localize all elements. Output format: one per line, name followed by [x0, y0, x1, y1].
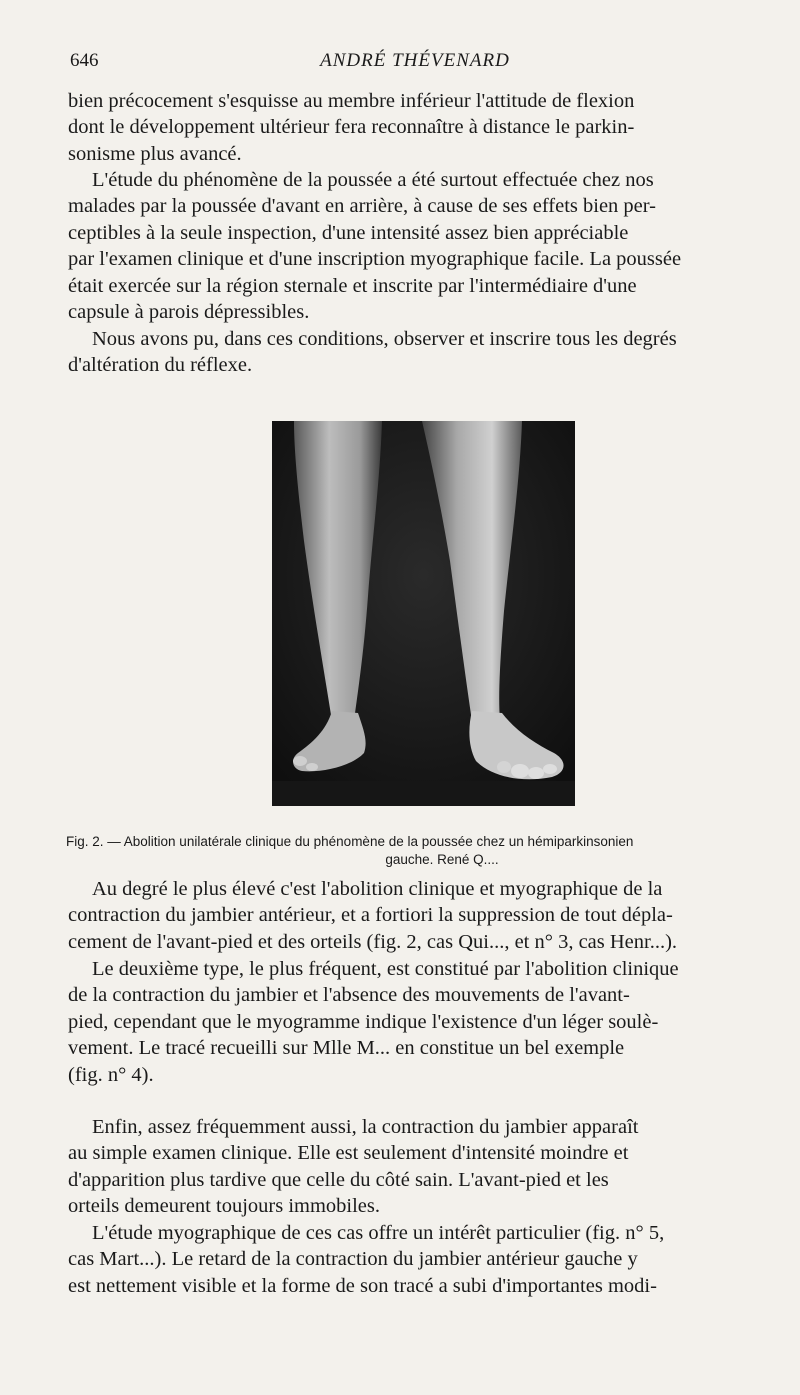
page-header	[70, 50, 760, 76]
text-line: Nous avons pu, dans ces conditions, observer et inscrire tous les degrés	[92, 328, 677, 350]
text-line: L'étude du phénomène de la poussée a été surtout effectuée chez nos	[92, 169, 654, 191]
paragraph-2	[68, 167, 778, 325]
paragraph-3	[68, 326, 778, 379]
figure-caption	[66, 833, 778, 869]
paragraph-5	[68, 956, 778, 1088]
paragraph-7	[68, 1220, 778, 1299]
running-head: ANDRÉ THÉVENARD	[320, 50, 510, 71]
text-line: capsule à parois dépressibles.	[68, 301, 310, 324]
text-line: (fig. n° 4).	[68, 1063, 154, 1086]
text-line: pied, cependant que le myogramme indique l'existence d'un léger soulè-	[68, 1010, 659, 1033]
page-number: 646	[70, 50, 99, 71]
text-line: Le deuxième type, le plus fréquent, est constitué par l'abolition clinique	[92, 958, 679, 980]
text-line: d'altération du réflexe.	[68, 354, 253, 377]
paragraph-4	[68, 876, 778, 955]
figure-photo-legs	[272, 421, 575, 806]
text-line: Au degré le plus élevé c'est l'abolition clinique et myographique de la	[92, 878, 663, 900]
text-line: bien précocement s'esquisse au membre inférieur l'attitude de flexion	[68, 90, 635, 112]
text-line: est nettement visible et la forme de son tracé a subi d'importantes modi-	[68, 1274, 657, 1297]
text-line: Enfin, assez fréquemment aussi, la contraction du jambier apparaît	[92, 1116, 639, 1138]
text-line: de la contraction du jambier et l'absence des mouvements de l'avant-	[68, 984, 630, 1007]
text-line: sonisme plus avancé.	[68, 142, 242, 165]
text-line: orteils demeurent toujours immobiles.	[68, 1195, 381, 1218]
text-line: malades par la poussée d'avant en arrière, à cause de ses effets bien per-	[68, 195, 657, 218]
text-line: vement. Le tracé recueilli sur Mlle M... en constitue un bel exemple	[68, 1037, 625, 1060]
text-line: par l'examen clinique et d'une inscription myographique facile. La poussée	[68, 248, 682, 271]
text-line: cas Mart...). Le retard de la contraction du jambier antérieur gauche y	[68, 1248, 638, 1271]
paragraph-6	[68, 1114, 778, 1220]
caption-line: Fig. 2. — Abolition unilatérale clinique du phénomène de la poussée chez un hémiparkinsonien	[66, 834, 634, 849]
text-line: au simple examen clinique. Elle est seulement d'intensité moindre et	[68, 1142, 629, 1165]
text-line: L'étude myographique de ces cas offre un intérêt particulier (fig. n° 5,	[92, 1222, 665, 1244]
text-line: dont le développement ultérieur fera reconnaître à distance le parkin-	[68, 116, 635, 139]
text-line: contraction du jambier antérieur, et a fortiori la suppression de tout dépla-	[68, 904, 673, 927]
text-line: était exercée sur la région sternale et inscrite par l'intermédiaire d'une	[68, 274, 637, 297]
text-line: d'apparition plus tardive que celle du côté sain. L'avant-pied et les	[68, 1168, 609, 1191]
caption-line: gauche. René Q....	[385, 852, 499, 867]
text-line: ceptibles à la seule inspection, d'une intensité assez bien appréciable	[68, 221, 629, 244]
paragraph-1	[68, 88, 778, 167]
legs-photo-illustration	[272, 421, 575, 806]
text-line: cement de l'avant-pied et des orteils (fig. 2, cas Qui..., et n° 3, cas Henr...).	[68, 930, 678, 953]
